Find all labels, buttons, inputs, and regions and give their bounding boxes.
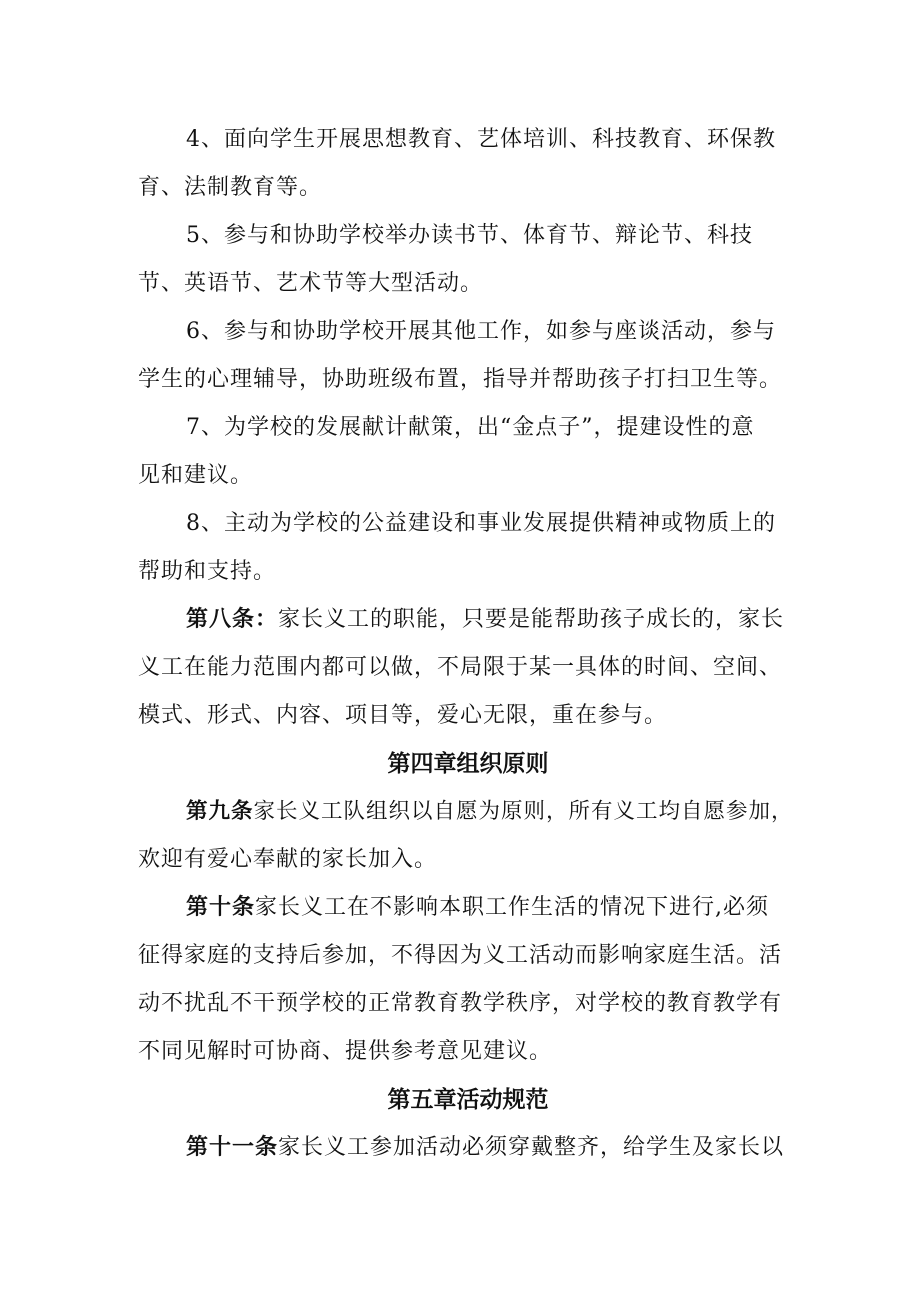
paragraph-line — [138, 1124, 798, 1172]
article-9 — [138, 788, 798, 884]
paragraph-line: 学生的心理辅导，协助班级布置，指导并帮助孩子打扫卫生等。 — [138, 367, 783, 392]
paragraph-line: 帮助和支持。 — [138, 559, 277, 584]
paragraph-line: 育、法制教育等。 — [138, 175, 323, 200]
article-text: 家长义工队组织以自愿为原则，所有义工均自愿参加， — [253, 799, 794, 824]
paragraph-line: 6、参与和协助学校开展其他工作，如参与座谈活动，参与 — [186, 319, 776, 344]
article-label: 第十条 — [186, 895, 256, 920]
list-item — [138, 500, 798, 596]
paragraph-line: 模式、形式、内容、项目等，爱心无限，重在参与。 — [138, 703, 668, 728]
article-label: 第十一条 — [186, 1135, 279, 1160]
paragraph-line: 征得家庭的支持后参加，不得因为义工活动而影响家庭生活。活 — [138, 943, 783, 968]
list-item — [138, 212, 798, 308]
paragraph-line: 4、面向学生开展思想教育、艺体培训、科技教育、环保教 — [186, 127, 776, 152]
paragraph-line: 节、英语节、艺术节等大型活动。 — [138, 271, 484, 296]
paragraph-line: 动不扰乱不干预学校的正常教育教学秩序，对学校的教育教学有 — [138, 991, 783, 1016]
paragraph-line: 见和建议。 — [138, 463, 254, 488]
list-item — [138, 116, 798, 212]
article-10 — [138, 884, 798, 1076]
list-item — [138, 404, 798, 500]
document-page — [138, 116, 798, 1172]
list-item — [138, 308, 798, 404]
paragraph-line: 7、为学校的发展献计献策，出“金点子”，提建设性的意 — [186, 415, 755, 440]
paragraph-line: 5、参与和协助学校举办读书节、体育节、辩论节、科技 — [186, 223, 753, 248]
article-label: 第九条 — [186, 799, 254, 824]
article-text: 家长义工在不影响本职工作生活的情况下进行,必须 — [255, 895, 770, 920]
article-label: 第八条： — [186, 607, 279, 632]
paragraph-line — [138, 788, 798, 836]
article-11 — [138, 1124, 798, 1172]
paragraph-line — [138, 596, 798, 644]
chapter-heading-4: 第四章组织原则 — [387, 751, 549, 777]
paragraph-line: 不同见解时可协商、提供参考意见建议。 — [138, 1039, 553, 1064]
paragraph-line: 8、主动为学校的公益建设和事业发展提供精神或物质上的 — [186, 511, 776, 536]
article-text: 家长义工参加活动必须穿戴整齐，给学生及家长以 — [278, 1135, 785, 1160]
paragraph-line: 欢迎有爱心奉献的家长加入。 — [138, 847, 438, 872]
article-8 — [138, 596, 798, 740]
chapter-heading-5: 第五章活动规范 — [387, 1087, 549, 1113]
paragraph-line: 义工在能力范围内都可以做，不局限于某一具体的时间、空间、 — [138, 655, 783, 680]
article-text: 家长义工的职能，只要是能帮助孩子成长的，家长 — [278, 607, 785, 632]
paragraph-line — [138, 884, 798, 932]
